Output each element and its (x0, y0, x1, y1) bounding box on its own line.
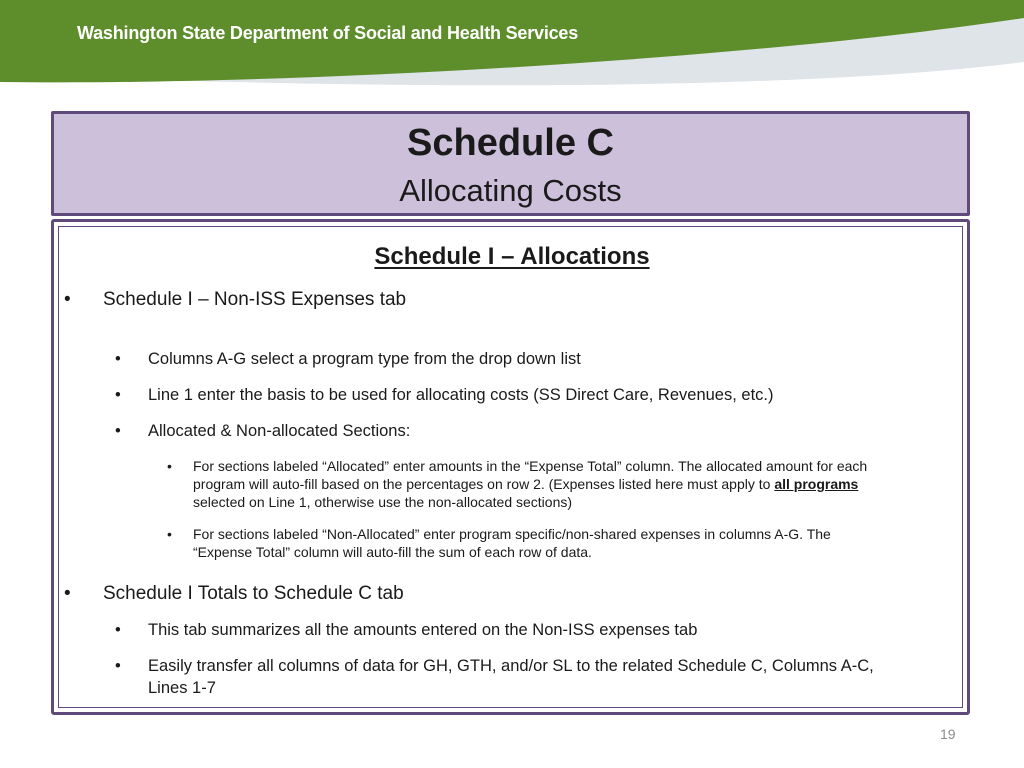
banner-graphic (0, 0, 1024, 92)
bullet-marker: • (115, 621, 121, 639)
bullet-marker: • (167, 458, 172, 474)
bullet-item-columns-a-g: Columns A-G select a program type from the drop down list (148, 350, 581, 368)
bullet-item-tab-summarizes: This tab summarizes all the amounts entered on the Non-ISS expenses tab (148, 621, 698, 639)
slide-title: Schedule C (407, 122, 614, 164)
title-box (51, 111, 970, 216)
organization-name: Washington State Department of Social and Health Services (77, 23, 579, 43)
bullet-item-allocated-line1: For sections labeled “Allocated” enter amounts in the “Expense Total” column. The allocated amount for each (193, 458, 868, 474)
slide-subtitle: Allocating Costs (399, 173, 622, 208)
bullet-item-totals-tab: Schedule I Totals to Schedule C tab (103, 583, 404, 604)
section-heading-text: Schedule I – Allocations (374, 243, 650, 270)
bullet-item-transfer-line1: Easily transfer all columns of data for GH, GTH, and/or SL to the related Schedule C, Columns A-C, (148, 657, 874, 675)
bullet-marker: • (115, 386, 121, 404)
header-banner (0, 0, 1024, 92)
page-number: 19 (940, 726, 956, 742)
bullet-item-non-allocated-line2: “Expense Total” column will auto-fill the sum of each row of data. (193, 544, 592, 560)
all-programs-emphasis: all programs (774, 476, 859, 492)
bullet-item-transfer-line2: Lines 1-7 (148, 679, 216, 697)
bullet-item-allocated-line3: selected on Line 1, otherwise use the non-allocated sections) (193, 494, 573, 510)
section-heading (0, 243, 1024, 271)
bullet-item-allocated-sections: Allocated & Non-allocated Sections: (148, 422, 411, 440)
bullet-marker: • (167, 526, 172, 542)
bullet-item-line-1-basis: Line 1 enter the basis to be used for allocating costs (SS Direct Care, Revenues, etc.) (148, 386, 774, 404)
bullet-item-non-iss-tab: Schedule I – Non-ISS Expenses tab (103, 289, 407, 310)
bullet-marker: • (64, 289, 71, 310)
allocated-line2-text: program will auto-fill based on the percentages on row 2. (Expenses listed here must apply to (193, 476, 775, 492)
bullet-marker: • (115, 350, 121, 368)
bullet-marker: • (64, 583, 71, 604)
bullet-marker: • (115, 422, 121, 440)
bullet-marker: • (115, 657, 121, 675)
bullet-item-non-allocated-line1: For sections labeled “Non-Allocated” enter program specific/non-shared expenses in columns A-G. The (193, 526, 831, 542)
bullet-item-allocated-line2 (193, 475, 858, 493)
